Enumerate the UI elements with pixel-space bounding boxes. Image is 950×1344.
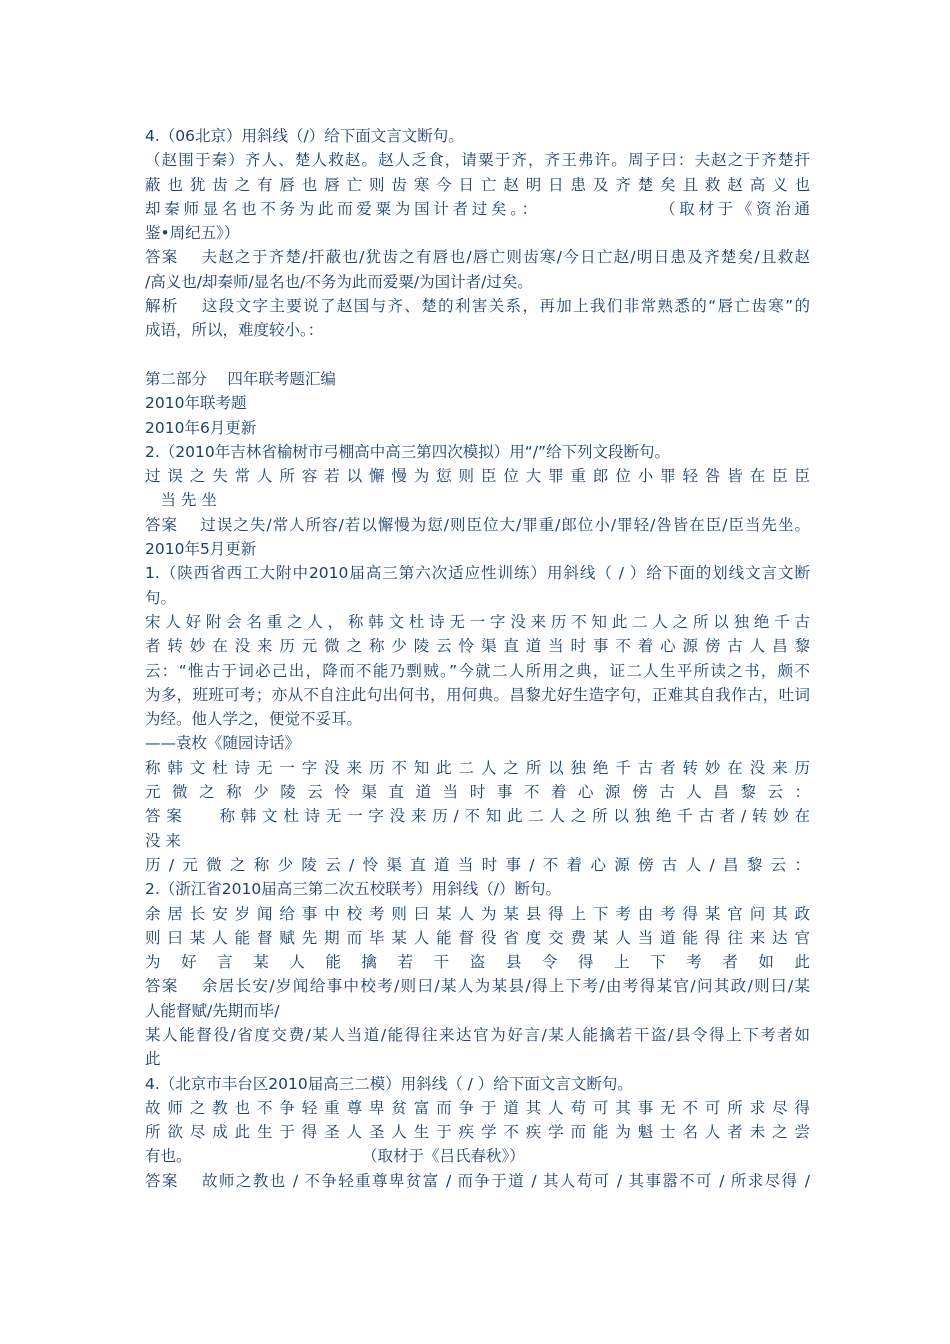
text-line: 为经。他人学之，便觉不妥耳。 [145, 710, 363, 729]
text-line: 人能督赋/先期而毕/ [145, 1001, 280, 1020]
text-line: 当 先 坐 [145, 491, 217, 510]
text-line: 蔽也犹齿之有唇也唇亡则齿寒今日亡赵明日患及齐楚矣且救赵高义也 [145, 175, 810, 194]
text-line: 没 来 [145, 831, 181, 850]
text-line: 2010年5月更新 [145, 540, 257, 559]
text-line: 第二部分 四年联考题汇编 [145, 369, 336, 388]
text-line: 为多，班班可考；亦从不自注此句出何书，用何典。昌黎尤好生造字句，正难其自我作古，吐词 [145, 685, 810, 704]
text-line: 有也。 （取材于《吕氏春秋》） [145, 1147, 525, 1166]
text-line: 鉴•周纪五》） [145, 224, 240, 243]
text-line: 句。 [145, 588, 177, 607]
text-line: 1.（陕西省西工大附中2010届高三第六次适应性训练）用斜线（ / ）给下面的划线文言文断 [145, 564, 810, 583]
text-line: 者转妙在没来历元微之称少陵云怜渠直道当时事不着心源傍古人昌黎 [145, 637, 810, 656]
text-line: 答案 过误之失/常人所容/若以懈慢为愆/则臣位大/罪重/郎位小/罪轻/咎皆在臣/臣当先坐。 [145, 515, 810, 534]
text-line: 故师之教也不争轻重尊卑贫富而争于道其人苟可其事无不可所求尽得 [145, 1098, 810, 1117]
text-line: 则曰某人能督赋先期而毕某人能督役省度交费某人当道能得往来达官 [145, 928, 810, 947]
text-line: 过误之失常人所容若以懈慢为愆则臣位大罪重郎位小罪轻咎皆在臣臣 [145, 467, 810, 486]
text-line: 答案 余居长安/岁闻给事中校考/则曰/某人为某县/得上下考/由考得某官/问其政/则曰/某 [145, 977, 810, 996]
text-line: 2010年6月更新 [145, 418, 257, 437]
text-line: （赵围于秦）齐人、楚人救赵。赵人乏食，请粟于齐，齐王弗许。周子曰：夫赵之于齐楚扞 [145, 151, 810, 170]
text-line: 答案 故师之教也 / 不争轻重尊卑贫富 / 而争于道 / 其人苟可 / 其事嚣不可 / 所求尽得 / [145, 1171, 810, 1190]
text-line: 2.（2010年吉林省榆树市弓棚高中高三第四次模拟）用“/”给下列文段断句。 [145, 442, 671, 461]
document-body [145, 124, 810, 1193]
text-line: 元微之称少陵云怜渠直道当时事不着心源傍古人昌黎云： [145, 783, 810, 802]
text-line: 为好言某人能擒若干盗县令得上下考者如此 [145, 953, 810, 972]
text-line: 余居长安岁闻给事中校考则曰某人为某县得上下考由考得某官问其政 [145, 904, 810, 923]
text-line: 称韩文杜诗无一字没来历不知此二人之所以独绝千古者转妙在没来历 [145, 758, 810, 777]
text-line: 解析 这段文字主要说了赵国与齐、楚的利害关系，再加上我们非常熟悉的“唇亡齿寒”的 [145, 297, 810, 316]
text-line: 云：“惟古于词必己出，降而不能乃剽贼。”今就二人所用之典，证二人生平所读之书，颇不 [145, 661, 810, 680]
text-line: 2.（浙江省2010届高三第二次五校联考）用斜线（/）断句。 [145, 880, 561, 899]
text-line: 此 [145, 1050, 161, 1069]
text-line: 宋人好附会名重之人，称韩文杜诗无一字没来历不知此二人之所以独绝千古 [145, 612, 810, 631]
text-line: 答案 夫赵之于齐楚/扞蔽也/犹齿之有唇也/唇亡则齿寒/今日亡赵/明日患及齐楚矣/且救赵 [145, 248, 810, 267]
blank-line [145, 343, 810, 367]
text-line: 4.（06北京）用斜线（/）给下面文言文断句。 [145, 127, 464, 145]
text-line: 却秦师显名也不务为此而爱粟为国计者过矣。： （取材于《资治通 [145, 199, 810, 218]
text-line: 答案 称韩文杜诗无一字没来历/不知此二人之所以独绝千古者/转妙在 [145, 807, 810, 826]
text-line: ——袁枚《随园诗话》 [145, 734, 301, 753]
text-line: 成语，所以，难度较小。： [145, 321, 324, 340]
text-line: 历/元微之称少陵云/怜渠直道当时事/不着心源傍古人/昌黎云： [145, 855, 810, 874]
text-line: 2010年联考题 [145, 394, 247, 413]
text-line: 4.（北京市丰台区2010届高三二模）用斜线（ / ）给下面文言文断句。 [145, 1074, 633, 1093]
text-line: /高义也/却秦师/显名也/不务为此而爱粟/为国计者/过矣。 [145, 272, 533, 291]
text-line: 所欲尽成此生于得圣人圣人生于疾学不疾学而能为魁士名人者未之尝 [145, 1123, 810, 1142]
text-line: 某人能督役/省度交费/某人当道/能得往来达官为好言/某人能擒若干盗/县令得上下考者如 [145, 1025, 810, 1044]
